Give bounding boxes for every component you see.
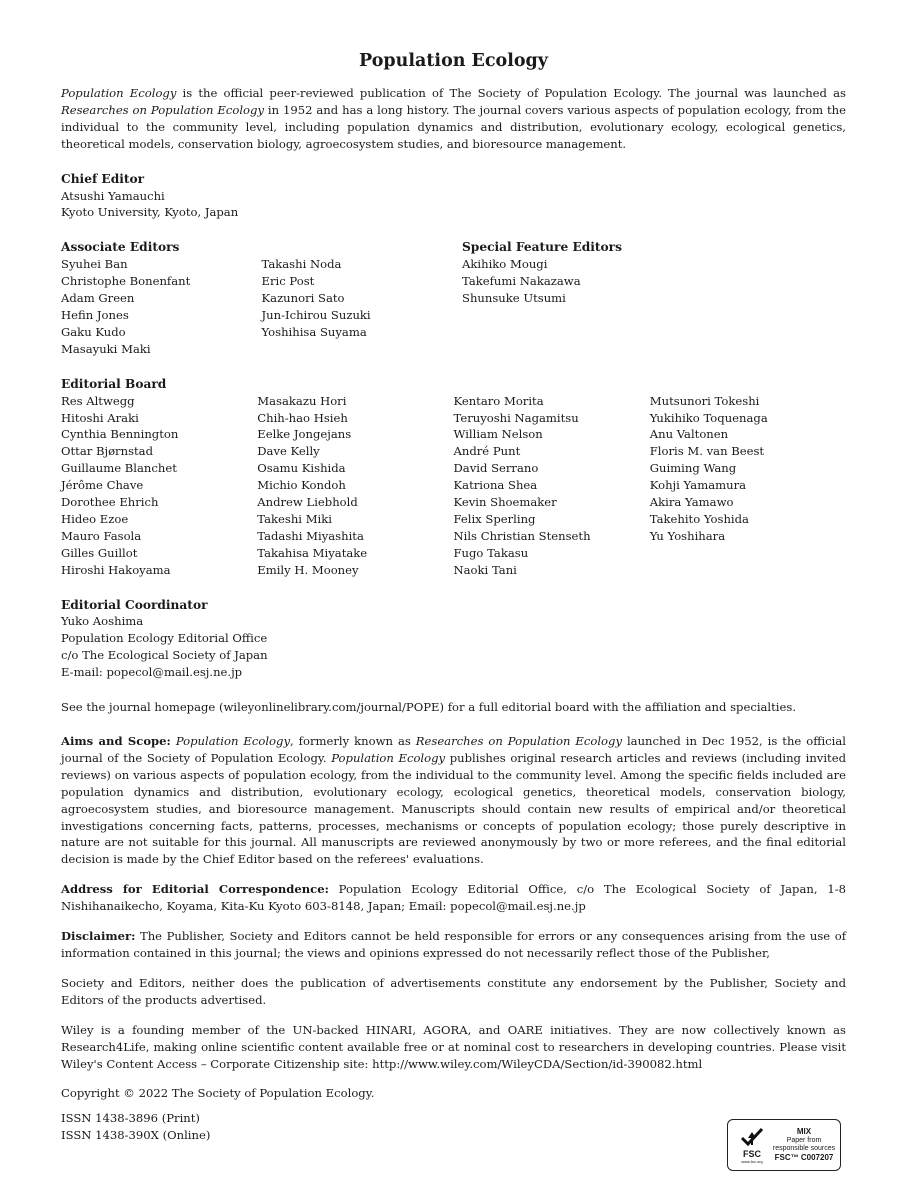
board-member-name: Gilles Guillot — [61, 545, 138, 560]
associate-editor-name: Hefin Jones — [61, 307, 129, 322]
board-member-name: Michio Kondoh — [257, 478, 346, 493]
associate-editors-col-1 — [61, 256, 262, 357]
copyright: Copyright © 2022 The Society of Population Ecology. — [61, 1086, 375, 1101]
board-member-name: Ottar Bjørnstad — [61, 444, 154, 459]
address-text: Population Ecology Editorial Office, c/o The Ecological Society of Japan, 1-8 Nishihanaikecho, Koyama, Kita-Ku Kyoto 603-8148, Japan; Email: popecol@mail.esj.ne.jp — [61, 882, 846, 914]
chief-editor-heading: Chief Editor — [61, 171, 145, 186]
board-member-name: Nils Christian Stenseth — [453, 528, 591, 543]
disclaimer-text: The Publisher, Society and Editors cannot be held responsible for errors or any consequences arising from the use of information contained in this journal; the views and opinions expressed do not necessarily reflect those of the Publisher, — [61, 929, 846, 960]
associate-editors-heading: Associate Editors — [61, 240, 180, 255]
board-member-name: Naoki Tani — [453, 562, 517, 577]
board-member-name: Guillaume Blanchet — [61, 461, 177, 476]
aims-journal-2: Researches on Population Ecology — [415, 734, 622, 748]
board-member-name: Mauro Fasola — [61, 528, 142, 543]
board-member-name: Kohji Yamamura — [649, 478, 747, 493]
board-member-name: Yukihiko Toquenaga — [649, 410, 768, 425]
issn-online: ISSN 1438-390X (Online) — [61, 1128, 211, 1143]
board-member-name: Guiming Wang — [649, 461, 737, 476]
editorial-board-col-3 — [454, 393, 650, 579]
fsc-line-1: Paper from — [786, 1136, 822, 1144]
editorial-coordinator-lines — [61, 613, 846, 681]
board-member-name: Emily H. Mooney — [257, 562, 359, 577]
disclaimer-paragraph — [61, 928, 846, 962]
associate-editor-name: Syuhei Ban — [61, 257, 128, 272]
board-member-name: Takehito Yoshida — [649, 511, 749, 526]
aims-text-1: , formerly known as — [290, 734, 416, 748]
board-member-name: Teruyoshi Nagamitsu — [453, 410, 579, 425]
associate-editor-name: Eric Post — [261, 274, 315, 289]
board-member-name: Floris M. van Beest — [649, 444, 765, 459]
former-journal-name: Researches on Population Ecology — [61, 102, 265, 117]
board-member-name: Anu Valtonen — [649, 427, 729, 442]
board-member-name: Cynthia Bennington — [61, 427, 179, 442]
society-note: Society and Editors, neither does the publication of advertisements constitute any endorsement by the Publisher, Society and Editors of the products advertised. — [61, 975, 846, 1007]
board-member-name: Andrew Liebhold — [257, 495, 358, 510]
fsc-mix: MIX — [796, 1127, 812, 1136]
editorial-board-col-1 — [61, 393, 257, 579]
associate-editor-name: Kazunori Sato — [261, 291, 345, 306]
coordinator-line: c/o The Ecological Society of Japan — [61, 648, 268, 663]
disclaimer-label: Disclaimer: — [61, 929, 136, 944]
editorial-board-heading: Editorial Board — [61, 376, 167, 391]
associate-editors-section — [61, 239, 846, 357]
board-member-name: David Serrano — [453, 461, 539, 476]
intro-text-1: is the official peer-reviewed publication of The Society of Population Ecology. The journal was launched as — [176, 86, 846, 100]
intro-text-2: in 1952 and has a long history. The journal covers various aspects of population ecology, from the individual to the community level, including population dynamics and distribution, evolutionary ecology, ecological genetics, theoretical models, conservation biology, agroecosystem studies, and bioresource management. — [61, 102, 847, 151]
board-member-name: Mutsunori Tokeshi — [649, 393, 760, 408]
fsc-text — [772, 1128, 836, 1162]
chief-editor-name: Atsushi Yamauchi — [61, 188, 165, 203]
special-feature-editors-heading: Special Feature Editors — [462, 240, 622, 255]
special-feature-editors-list — [462, 256, 663, 307]
aims-journal-3: Population Ecology — [331, 750, 446, 765]
editorial-board-col-2 — [257, 393, 453, 579]
issn-print: ISSN 1438-3896 (Print) — [61, 1111, 200, 1126]
coordinator-line: Yuko Aoshima — [61, 614, 144, 629]
board-member-name: Fugo Takasu — [453, 545, 529, 560]
board-member-name: André Punt — [453, 444, 521, 459]
board-member-name: William Nelson — [453, 427, 543, 442]
board-member-name: Eelke Jongejans — [257, 427, 352, 442]
associate-editor-name: Takashi Noda — [261, 257, 342, 272]
board-member-name: Hitoshi Araki — [61, 410, 139, 425]
special-feature-editor-name: Akihiko Mougi — [462, 257, 548, 272]
board-member-name: Masakazu Hori — [257, 393, 347, 408]
coordinator-line: Population Ecology Editorial Office — [61, 631, 268, 646]
board-member-name: Kentaro Morita — [453, 393, 544, 408]
fsc-line-2: responsible sources — [772, 1145, 836, 1152]
fsc-url: www.fsc.org — [741, 1159, 763, 1164]
board-member-name: Akira Yamawo — [649, 495, 734, 510]
associate-editor-name: Christophe Bonenfant — [61, 274, 191, 289]
address-label: Address for Editorial Correspondence: — [61, 882, 329, 897]
board-member-name: Katriona Shea — [453, 478, 538, 493]
fsc-code: FSC™ C007207 — [774, 1152, 834, 1162]
fsc-logo — [732, 1123, 772, 1167]
editorial-board-col-4 — [650, 393, 846, 579]
board-member-name: Chih-hao Hsieh — [257, 410, 348, 425]
board-member-name: Jérôme Chave — [61, 478, 144, 493]
aims-label: Aims and Scope: — [61, 734, 171, 748]
coordinator-line: E-mail: popecol@mail.esj.ne.jp — [61, 665, 243, 680]
board-member-name: Kevin Shoemaker — [453, 495, 557, 510]
intro-paragraph — [61, 85, 846, 153]
chief-editor-section — [61, 171, 846, 222]
fsc-tree-check-icon — [739, 1126, 765, 1150]
editorial-coordinator-section — [61, 597, 846, 682]
board-member-name: Dave Kelly — [257, 444, 320, 459]
special-feature-editor-name: Takefumi Nakazawa — [462, 274, 581, 289]
aims-text-3: publishes original research articles and reviews (including invited reviews) on various aspects of population ecology, from the individual to the community level. Among the specific fields included are population dynamics and distribution, evolutionary ecology, ecological genetics, theoretical models, conservation biology, agroecosystem studies, and bioresource management. Manuscripts should contain new results of empirical and/or theoretical investigations concerning facts, patterns, processes, mechanisms or concepts of population ecology; those purely descriptive in nature are not suitable for this journal. All manuscripts are reviewed anonymously by two or more referees, and the final editorial decision is made by the Chief Editor based on the referees' evaluations. — [61, 750, 846, 867]
board-member-name: Yu Yoshihara — [649, 528, 726, 543]
associate-editor-name: Yoshihisa Suyama — [261, 324, 367, 339]
chief-editor-affiliation: Kyoto University, Kyoto, Japan — [61, 205, 239, 220]
board-member-name: Tadashi Miyashita — [257, 528, 364, 543]
associate-editor-name: Gaku Kudo — [61, 324, 126, 339]
editorial-board-section — [61, 376, 846, 579]
editorial-coordinator-heading: Editorial Coordinator — [61, 597, 208, 612]
editorial-board-columns — [61, 393, 846, 579]
board-member-name: Takeshi Miki — [257, 511, 333, 526]
board-member-name: Dorothee Ehrich — [61, 495, 159, 510]
fsc-label — [727, 1119, 841, 1171]
homepage-note: See the journal homepage (wileyonlinelibrary.com/journal/POPE) for a full editorial board with the affiliation and specialties. — [61, 700, 797, 715]
address-paragraph — [61, 881, 846, 915]
special-feature-editors — [462, 239, 663, 357]
board-member-name: Osamu Kishida — [257, 461, 346, 476]
wiley-note: Wiley is a founding member of the UN-backed HINARI, AGORA, and OARE initiatives. They are now collectively known as Research4Life, making online scientific content available free or at nominal cost to researchers in developing countries. Please visit Wiley's Content Access – Corporate Citizenship site: http://www.wiley.com/WileyCDA/Section/id-390082.html — [61, 1022, 846, 1071]
aims-and-scope — [61, 733, 846, 868]
page-title: Population Ecology — [359, 51, 548, 71]
associate-editor-name: Adam Green — [61, 291, 135, 306]
aims-journal-1: Population Ecology — [175, 734, 291, 748]
special-feature-editor-name: Shunsuke Utsumi — [462, 290, 566, 305]
associate-editor-name: Masayuki Maki — [61, 341, 151, 356]
associate-editors-col-2 — [262, 256, 463, 357]
board-member-name: Felix Sperling — [453, 511, 536, 526]
aims-text-2: launched in Dec 1952, is the official journal of the Society of Population Ecology. — [61, 734, 847, 765]
board-member-name: Hiroshi Hakoyama — [61, 562, 171, 577]
board-member-name: Hideo Ezoe — [61, 511, 129, 526]
associate-editor-name: Jun-Ichirou Suzuki — [261, 307, 371, 322]
board-member-name: Res Altwegg — [61, 393, 135, 408]
journal-name: Population Ecology — [61, 86, 177, 100]
fsc-brand: FSC — [743, 1149, 761, 1159]
board-member-name: Takahisa Miyatake — [257, 545, 368, 560]
document-page — [61, 50, 846, 1144]
